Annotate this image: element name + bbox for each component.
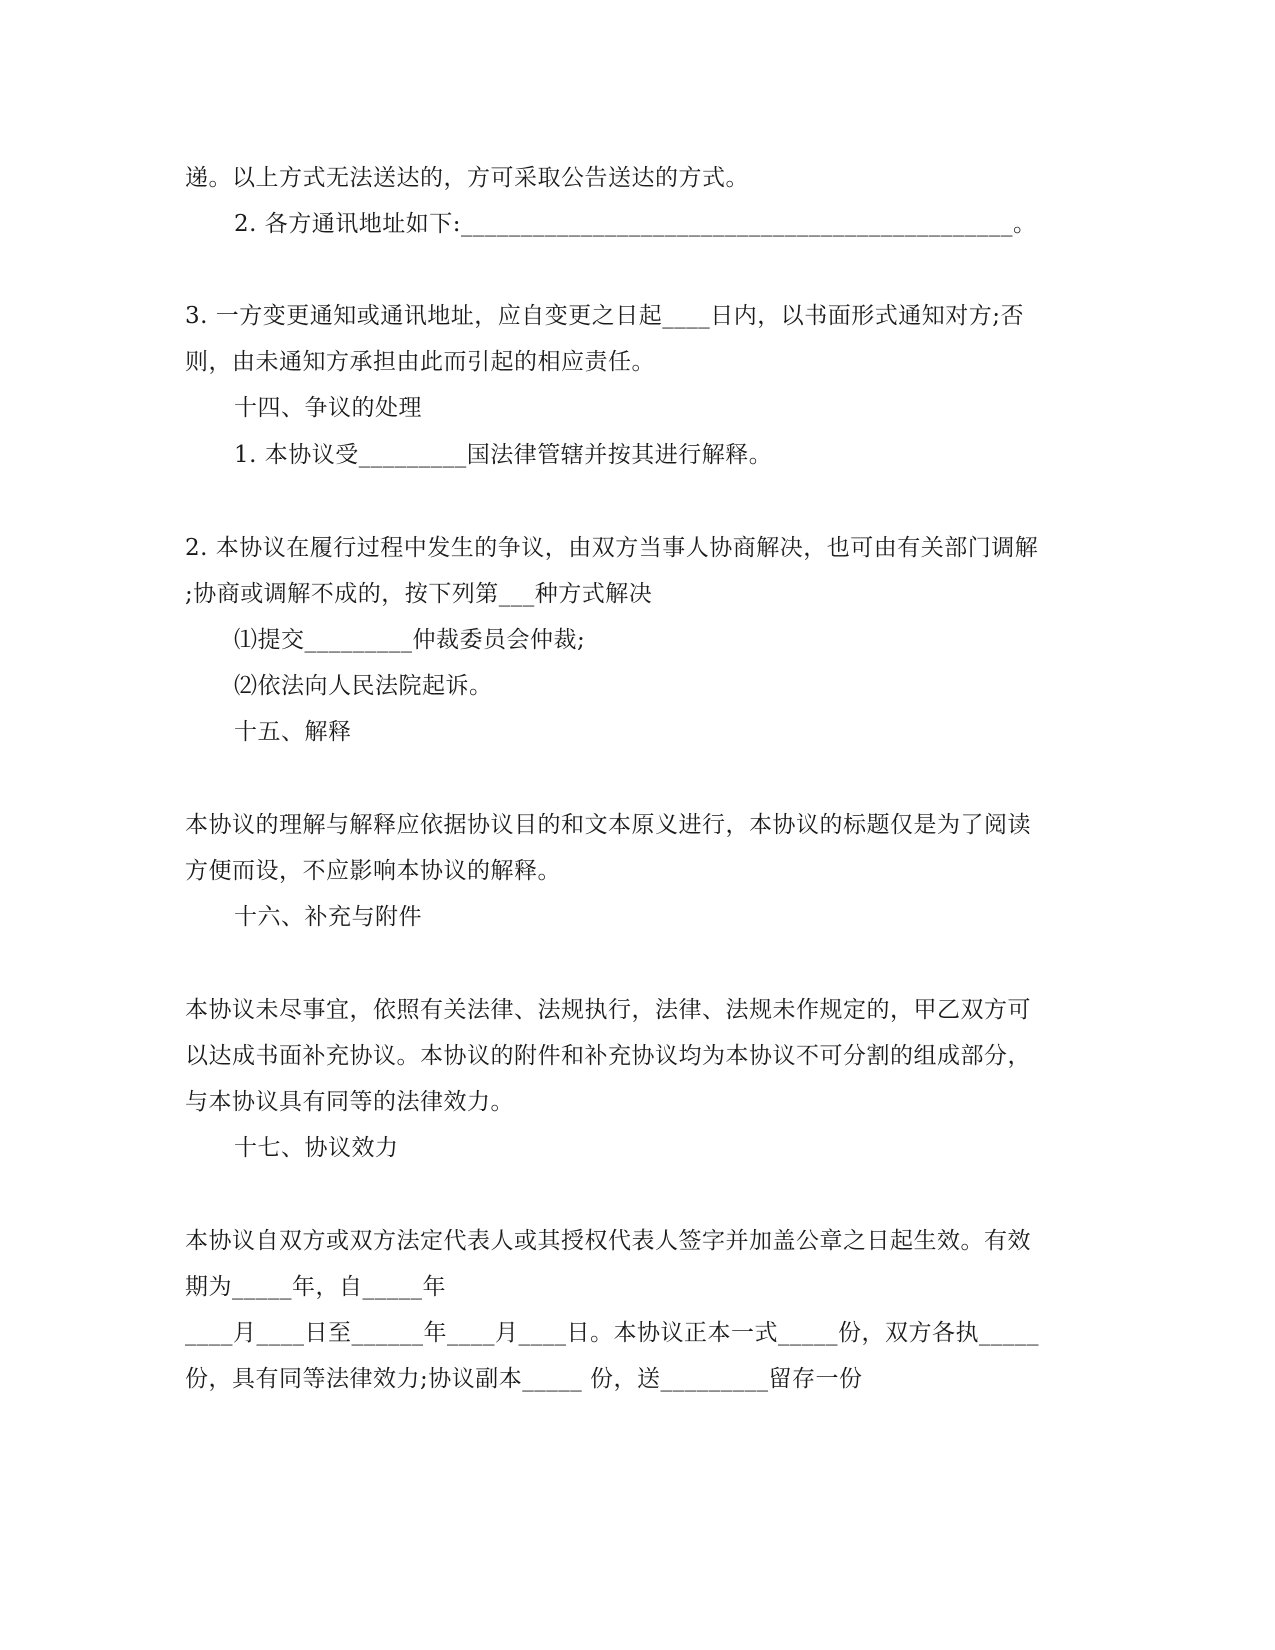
- text-line: 本协议自双方或双方法定代表人或其授权代表人签字并加盖公章之日起生效。有效: [185, 1228, 1031, 1254]
- text-line: 以达成书面补充协议。本协议的附件和补充协议均为本协议不可分割的组成部分，: [185, 1043, 1031, 1069]
- text-line: 2. 本协议在履行过程中发生的争议，由双方当事人协商解决，也可由有关部门调解: [185, 535, 1039, 561]
- text-line: ____月____日至______年____月____日。本协议正本一式_____份，双方各执_____: [185, 1320, 1039, 1346]
- text-line: 本协议的理解与解释应依据协议目的和文本原义进行，本协议的标题仅是为了阅读: [185, 812, 1031, 838]
- text-line: 份，具有同等法律效力;协议副本_____ 份，送_________留存一份: [185, 1366, 863, 1392]
- text-line: 与本协议具有同等的法律效力。: [185, 1089, 514, 1115]
- text-line: 1. 本协议受_________国法律管辖并按其进行解释。: [234, 442, 773, 468]
- section-heading: 十四、争议的处理: [234, 395, 422, 421]
- text-line: ⑴提交_________仲裁委员会仲裁;: [234, 627, 586, 653]
- text-line: 3. 一方变更通知或通讯地址，应自变更之日起____日内，以书面形式通知对方;否: [185, 303, 1025, 329]
- text-line: 方便而设，不应影响本协议的解释。: [185, 858, 561, 884]
- text-line: 本协议未尽事宜，依照有关法律、法规执行，法律、法规未作规定的，甲乙双方可: [185, 997, 1031, 1023]
- text-line: 2. 各方通讯地址如下:______________________________________________。: [234, 211, 1037, 237]
- text-line: 则，由未通知方承担由此而引起的相应责任。: [185, 349, 655, 375]
- section-heading: 十五、解释: [234, 719, 352, 745]
- text-line: 递。以上方式无法送达的，方可采取公告送达的方式。: [185, 165, 749, 191]
- section-heading: 十六、补充与附件: [234, 904, 422, 930]
- text-line: 期为_____年，自_____年: [185, 1274, 446, 1300]
- section-heading: 十七、协议效力: [234, 1135, 399, 1161]
- text-line: ⑵依法向人民法院起诉。: [234, 673, 493, 699]
- text-line: ;协商或调解不成的，按下列第___种方式解决: [185, 581, 653, 607]
